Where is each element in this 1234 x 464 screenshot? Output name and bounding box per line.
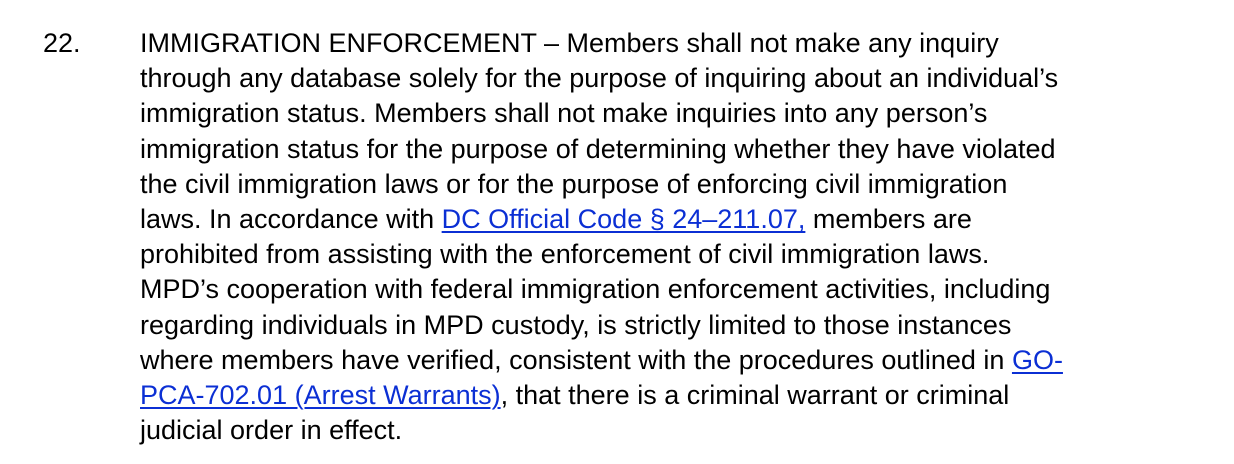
body-line-6-start: laws. In accordance with	[140, 204, 442, 235]
body-line-11	[140, 378, 1220, 413]
body-line-10-start: where members have verified, consistent with the procedures outlined in	[140, 344, 1012, 375]
body-line-6	[140, 202, 1220, 237]
body-line-5: the civil immigration laws or for the purpose of enforcing civil immigration	[140, 168, 1008, 199]
body-line-1: IMMIGRATION ENFORCEMENT – Members shall not make any inquiry	[140, 28, 999, 58]
section-number: 22.	[43, 28, 81, 58]
body-line-4: immigration status for the purpose of determining whether they have violated	[140, 133, 1056, 164]
arrest-warrants-link-part-2[interactable]: PCA-702.01 (Arrest Warrants)	[140, 380, 501, 411]
body-line-12: judicial order in effect.	[140, 415, 403, 446]
body-line-9: regarding individuals in MPD custody, is strictly limited to those instances	[140, 309, 1012, 340]
body-line-11-end: , that there is a criminal warrant or criminal	[500, 380, 1010, 411]
body-line-6-end: members are	[805, 204, 972, 235]
body-line-2: through any database solely for the purpose of inquiring about an individual’s	[140, 63, 1059, 94]
dc-official-code-link[interactable]: DC Official Code § 24–211.07,	[441, 204, 806, 235]
body-line-10	[140, 343, 1220, 378]
body-line-3: immigration status. Members shall not make inquiries into any person’s	[140, 98, 988, 129]
body-line-7: prohibited from assisting with the enforcement of civil immigration laws.	[140, 239, 990, 270]
section-body	[140, 26, 1220, 448]
body-line-8: MPD’s cooperation with federal immigration enforcement activities, including	[140, 274, 1051, 305]
arrest-warrants-link-part-1[interactable]: GO-	[1011, 344, 1063, 375]
